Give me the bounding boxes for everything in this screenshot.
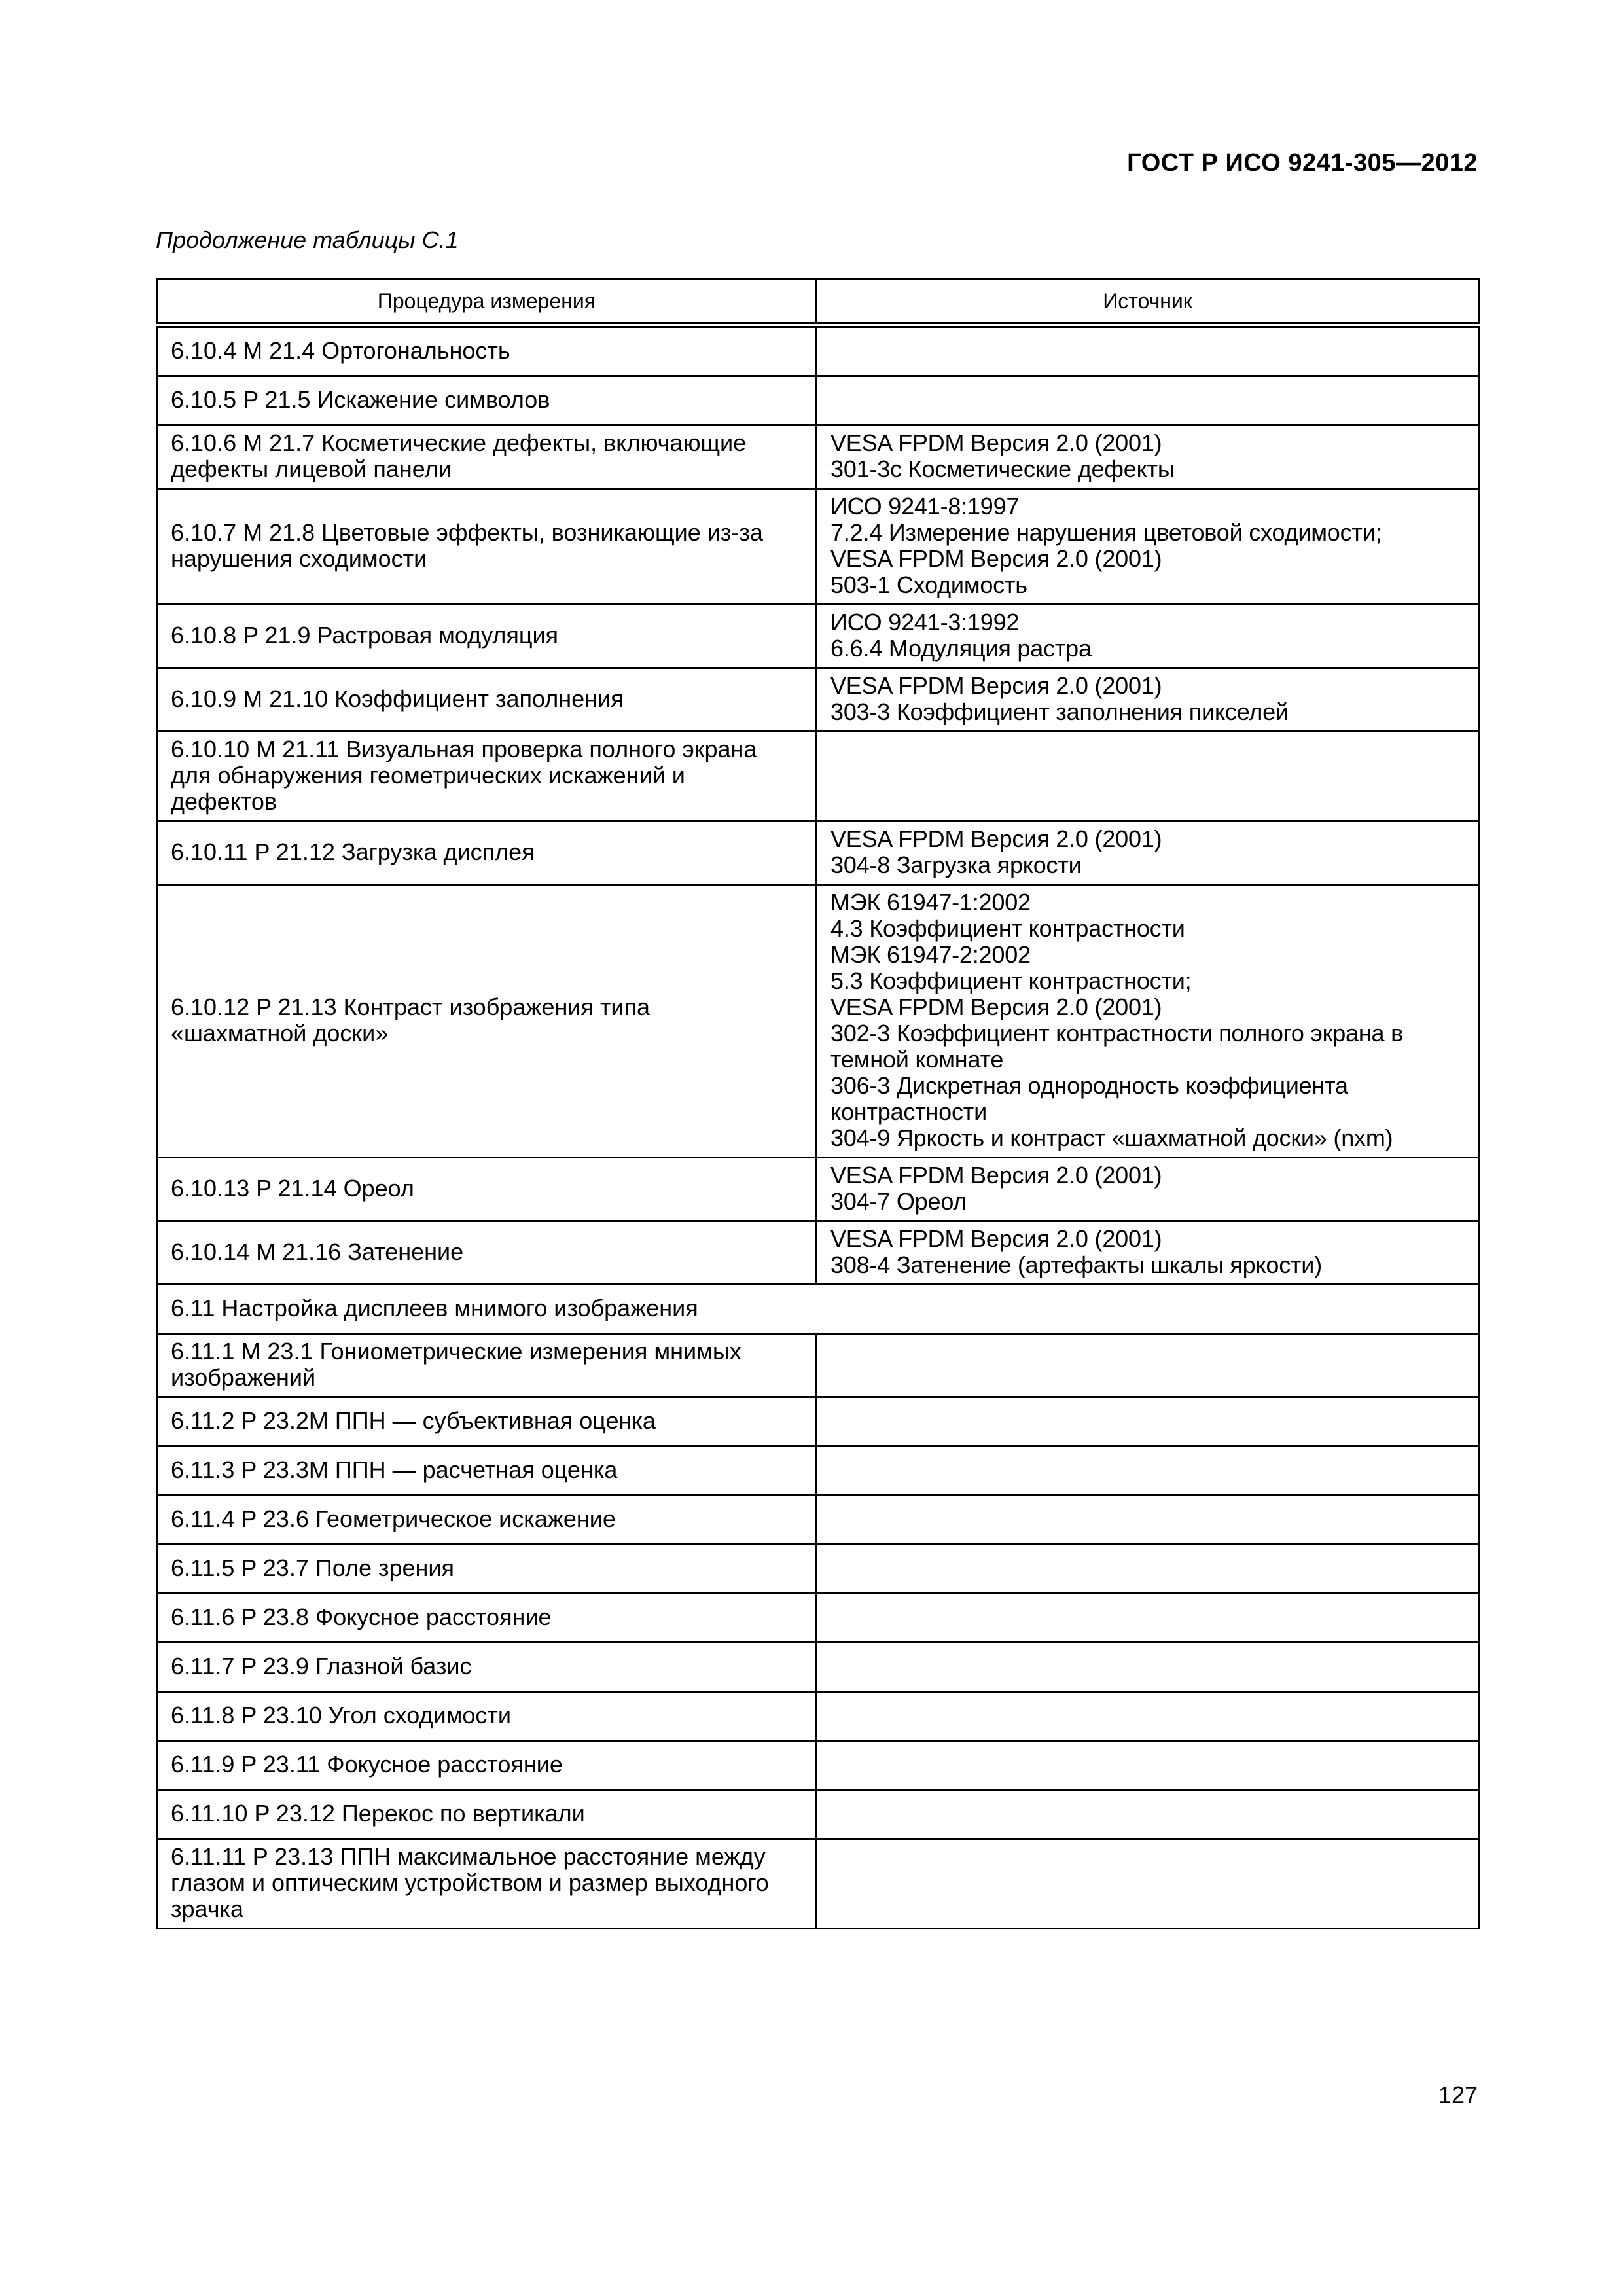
column-header-procedure: Процедура измерения [157,279,817,325]
procedure-cell: 6.11.6 P 23.8 Фокусное расстояние [157,1594,817,1643]
procedure-cell: 6.11.4 P 23.6 Геометрическое искажение [157,1496,817,1545]
table-row [157,1790,1479,1839]
source-cell [817,732,1479,821]
source-cell [817,1741,1479,1790]
source-cell [817,325,1479,376]
procedure-cell: 6.10.14 M 21.16 Затенение [157,1221,817,1285]
table-row [157,425,1479,489]
column-header-source: Источник [817,279,1479,325]
table-row [157,1545,1479,1594]
table-row [157,1334,1479,1397]
procedure-cell: 6.10.9 M 21.10 Коэффициент заполнения [157,668,817,732]
source-cell [817,376,1479,425]
table-row [157,668,1479,732]
table-row [157,489,1479,605]
procedure-cell: 6.10.5 P 21.5 Искажение символов [157,376,817,425]
table-row [157,1496,1479,1545]
page-number: 127 [1438,2081,1478,2108]
table-row [157,1741,1479,1790]
table-row [157,1158,1479,1221]
procedure-cell: 6.11.7 P 23.9 Глазной базис [157,1643,817,1692]
procedure-cell: 6.10.8 P 21.9 Растровая модуляция [157,605,817,668]
procedure-cell: 6.11.1 M 23.1 Гониометрические измерения мнимых изображений [157,1334,817,1397]
source-cell: VESA FPDM Версия 2.0 (2001) 301-3с Косметические дефекты [817,425,1479,489]
procedure-cell: 6.11.10 P 23.12 Перекос по вертикали [157,1790,817,1839]
procedure-cell: 6.10.6 M 21.7 Косметические дефекты, включающие дефекты лицевой панели [157,425,817,489]
table-row [157,1643,1479,1692]
table-row [157,821,1479,885]
source-cell [817,1334,1479,1397]
source-cell: ИСО 9241-3:1992 6.6.4 Модуляция растра [817,605,1479,668]
source-cell [817,1446,1479,1496]
procedure-cell: 6.10.4 M 21.4 Ортогональность [157,325,817,376]
section-heading-cell: 6.11 Настройка дисплеев мнимого изображения [157,1285,1479,1334]
measurement-procedures-table [156,278,1480,1929]
table-row [157,885,1479,1158]
source-cell: VESA FPDM Версия 2.0 (2001) 303-3 Коэффициент заполнения пикселей [817,668,1479,732]
table-row [157,325,1479,376]
procedure-cell: 6.10.10 M 21.11 Визуальная проверка полного экрана для обнаружения геометрических искажений и дефектов [157,732,817,821]
table-header-row [157,279,1479,325]
source-cell [817,1594,1479,1643]
section-row [157,1285,1479,1334]
source-cell [817,1397,1479,1446]
procedure-cell: 6.11.3 P 23.3M ППН — расчетная оценка [157,1446,817,1496]
procedure-cell: 6.10.7 M 21.8 Цветовые эффекты, возникающие из-за нарушения сходимости [157,489,817,605]
procedure-cell: 6.10.13 P 21.14 Ореол [157,1158,817,1221]
source-cell [817,1643,1479,1692]
standard-designation: ГОСТ Р ИСО 9241-305—2012 [1127,149,1478,177]
source-cell: VESA FPDM Версия 2.0 (2001) 304-8 Загрузка яркости [817,821,1479,885]
procedure-cell: 6.11.8 P 23.10 Угол сходимости [157,1692,817,1741]
procedure-cell: 6.10.12 P 21.13 Контраст изображения типа «шахматной доски» [157,885,817,1158]
table-row [157,605,1479,668]
procedure-cell: 6.10.11 P 21.12 Загрузка дисплея [157,821,817,885]
table-row [157,1594,1479,1643]
source-cell [817,1496,1479,1545]
source-cell: ИСО 9241-8:1997 7.2.4 Измерение нарушения цветовой сходимости; VESA FPDM Версия 2.0 (2001) 503-1 Сходимость [817,489,1479,605]
source-cell [817,1839,1479,1929]
source-cell [817,1692,1479,1741]
procedure-cell: 6.11.11 P 23.13 ППН максимальное расстояние между глазом и оптическим устройством и размер выходного зрачка [157,1839,817,1929]
source-cell: VESA FPDM Версия 2.0 (2001) 304-7 Ореол [817,1158,1479,1221]
table-row [157,732,1479,821]
source-cell [817,1545,1479,1594]
table-body [157,325,1479,1929]
table-row [157,1839,1479,1929]
source-cell: VESA FPDM Версия 2.0 (2001) 308-4 Затенение (артефакты шкалы яркости) [817,1221,1479,1285]
table-row [157,1446,1479,1496]
table-row [157,376,1479,425]
procedure-cell: 6.11.2 P 23.2M ППН — субъективная оценка [157,1397,817,1446]
procedure-cell: 6.11.9 P 23.11 Фокусное расстояние [157,1741,817,1790]
procedure-cell: 6.11.5 P 23.7 Поле зрения [157,1545,817,1594]
source-cell [817,1790,1479,1839]
table-row [157,1692,1479,1741]
table-caption: Продолжение таблицы С.1 [156,226,459,253]
table-row [157,1397,1479,1446]
source-cell: МЭК 61947-1:2002 4.3 Коэффициент контрастности МЭК 61947-2:2002 5.3 Коэффициент контрастности; VESA FPDM Версия 2.0 (2001) 302-3 Коэффициент контрастности полного экрана в темной комнате 306-3 Дискретная однородность коэффициента контрастности 304-9 Яркость и контраст «шахматной доски» (nxm) [817,885,1479,1158]
table-row [157,1221,1479,1285]
